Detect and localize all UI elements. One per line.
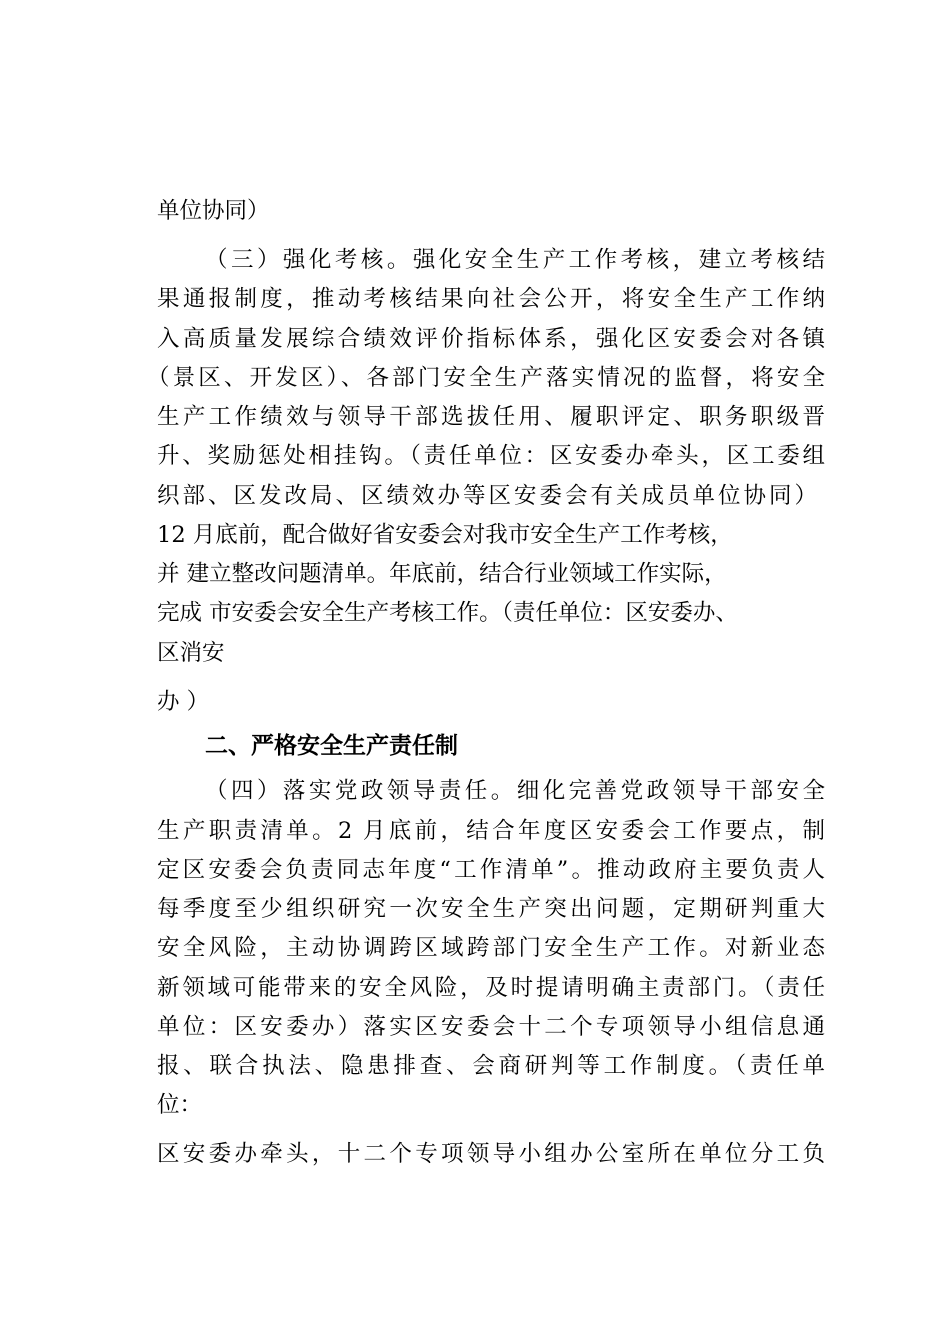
paragraph-3-line-11: 区消安: [157, 640, 225, 666]
paragraph-3-line-1: （三）强化考核。强化安全生产工作考核，建立考核结: [205, 247, 825, 273]
paragraph-3-line-5: 生产工作绩效与领导干部选拔任用、履职评定、职务职级晋: [157, 404, 825, 430]
paragraph-4-line-8: 报、联合执法、隐患排查、会商研判等工作制度。（责任单: [157, 1053, 825, 1079]
paragraph-4-line-6: 新领域可能带来的安全风险，及时提请明确主责部门。（责任: [157, 975, 825, 1001]
paragraph-3-line-2: 果通报制度，推动考核结果向社会公开，将安全生产工作纳: [157, 286, 825, 312]
section-heading-2: 二、严格安全生产责任制: [205, 733, 458, 759]
paragraph-4-line-2: 生产职责清单。2 月底前，结合年度区安委会工作要点，制: [157, 818, 825, 844]
paragraph-3-line-6: 升、奖励惩处相挂钩。（责任单位：区安委办牵头，区工委组: [157, 443, 825, 469]
paragraph-3-line-10: 完成 市安委会安全生产考核工作。（责任单位：区安委办、: [157, 600, 738, 626]
paragraph-3-line-7: 织部、区发改局、区绩效办等区安委会有关成员单位协同）: [157, 483, 817, 509]
paragraph-4-line-5: 安全风险，主动协调跨区域跨部门安全生产工作。对新业态: [157, 935, 825, 961]
paragraph-3-line-12: 办 ）: [157, 689, 210, 715]
paragraph-3-line-3: 入高质量发展综合绩效评价指标体系，强化区安委会对各镇: [157, 326, 825, 352]
paragraph-4-line-7: 单位：区安委办）落实区安委会十二个专项领导小组信息通: [157, 1014, 825, 1040]
paragraph-5-line-1: 区安委办牵头，十二个专项领导小组办公室所在单位分工负: [157, 1141, 825, 1167]
paragraph-4-line-1: （四）落实党政领导责任。细化完善党政领导干部安全: [205, 778, 825, 804]
paragraph-4-line-9: 位：: [157, 1092, 203, 1118]
paragraph-4-line-4: 每季度至少组织研究一次安全生产突出问题，定期研判重大: [157, 896, 825, 922]
paragraph-3-line-8: 12 月底前，配合做好省安委会对我市安全生产工作考核，: [157, 522, 733, 548]
paragraph-3-line-4: （景区、开发区）、各部门安全生产落实情况的监督，将安全: [147, 365, 825, 391]
paragraph-3-line-9: 并 建立整改问题清单。年底前，结合行业领域工作实际，: [157, 561, 727, 587]
paragraph-4-line-3: 定区安委会负责同志年度“工作清单”。推动政府主要负责人: [157, 857, 825, 883]
text-line-1: 单位协同）: [157, 198, 270, 224]
